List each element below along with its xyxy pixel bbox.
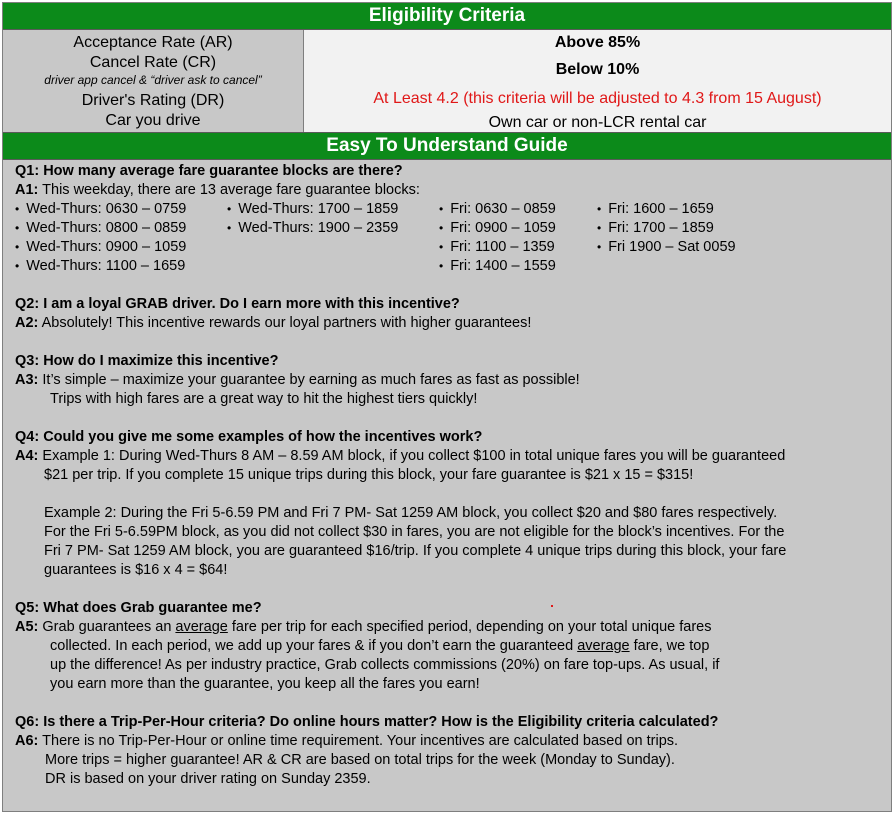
answer-6 — [15, 732, 891, 751]
answer-3-text: It’s simple – maximize your guarantee by earning as much fares as fast as possible! — [38, 372, 580, 388]
label-acceptance-rate: Acceptance Rate (AR) — [73, 34, 233, 51]
answer-4-text: Example 1: During Wed-Thurs 8 AM – 8.59 AM block, if you collect $100 in total unique fares you will be guaranteed — [38, 448, 786, 464]
answer-4-prefix: A4: — [15, 448, 39, 464]
question-5: Q5: What does Grab guarantee me? — [15, 600, 262, 616]
answer-3-prefix: A3: — [15, 372, 39, 388]
answer-5-text-a: Grab guarantees an — [38, 619, 176, 635]
block-column-1 — [15, 200, 227, 276]
label-car: Car you drive — [105, 112, 201, 129]
label-drivers-rating: Driver's Rating (DR) — [81, 92, 225, 109]
block-column-4 — [597, 200, 736, 276]
answer-5-line-2 — [15, 637, 891, 656]
eligibility-table — [3, 30, 891, 133]
answer-6-line-2: More trips = higher guarantee! AR & CR are based on total trips for the week (Monday to Sunday). — [45, 752, 675, 768]
block-item: • Fri 1900 – Sat 0059 — [597, 238, 736, 257]
block-item: • Fri: 1400 – 1559 — [439, 257, 597, 276]
block-item: • Wed-Thurs: 1900 – 2359 — [227, 219, 439, 238]
block-item: • Fri: 1600 – 1659 — [597, 200, 736, 219]
block-item: • Fri: 1100 – 1359 — [439, 238, 597, 257]
answer-6-text: There is no Trip-Per-Hour or online time requirement. Your incentives are calculated based on trips. — [38, 733, 679, 749]
answer-5 — [15, 618, 891, 637]
answer-5-line-2-b: fare, we top — [629, 638, 710, 654]
answer-6-prefix: A6: — [15, 733, 39, 749]
value-acceptance-rate: Above 85% — [554, 34, 641, 51]
block-item: • Wed-Thurs: 1700 – 1859 — [227, 200, 439, 219]
block-item: • Wed-Thurs: 1100 – 1659 — [15, 257, 227, 276]
answer-5-text-b: fare per trip for each specified period, depending on your total unique fares — [227, 619, 712, 635]
answer-5-line-4: you earn more than the guarantee, you keep all the fares you earn! — [50, 676, 480, 692]
answer-4-line-6: guarantees is $16 x 4 = $64! — [44, 562, 228, 578]
value-car: Own car or non-LCR rental car — [488, 114, 707, 131]
answer-6-line-3: DR is based on your driver rating on Sunday 2359. — [45, 771, 371, 787]
answer-5-line-3: up the difference! As per industry practice, Grab collects commissions (20%) on fare top-ups. As usual, if — [50, 657, 720, 673]
red-dot-mark — [551, 605, 553, 607]
answer-3 — [15, 371, 891, 390]
question-1: Q1: How many average fare guarantee blocks are there? — [15, 163, 403, 179]
answer-1 — [15, 181, 891, 200]
answer-4-line-3: Example 2: During the Fri 5-6.59 PM and Fri 7 PM- Sat 1259 AM block, you collect $20 and $80 fares respectively. — [44, 505, 778, 521]
answer-5-prefix: A5: — [15, 619, 39, 635]
answer-4-line-2: $21 per trip. If you complete 15 unique trips during this block, your fare guarantee is $21 x 15 = $315! — [44, 467, 694, 483]
block-item: • Fri: 1700 – 1859 — [597, 219, 736, 238]
answer-2-prefix: A2: — [15, 315, 39, 331]
eligibility-banner: Eligibility Criteria — [3, 3, 891, 30]
question-2: Q2: I am a loyal GRAB driver. Do I earn more with this incentive? — [15, 296, 460, 312]
value-cancel-rate: Below 10% — [555, 61, 640, 78]
answer-1-text: This weekday, there are 13 average fare guarantee blocks: — [38, 182, 420, 198]
criteria-labels — [3, 30, 304, 132]
block-item: • Wed-Thurs: 0800 – 0859 — [15, 219, 227, 238]
block-column-3 — [439, 200, 597, 276]
answer-5-underline: average — [175, 619, 228, 635]
question-3: Q3: How do I maximize this incentive? — [15, 353, 279, 369]
block-item: • Wed-Thurs: 0900 – 1059 — [15, 238, 227, 257]
answer-3-line-2: Trips with high fares are a great way to hit the highest tiers quickly! — [50, 391, 478, 407]
label-cancel-rate: Cancel Rate (CR) — [89, 54, 217, 71]
answer-2-text: Absolutely! This incentive rewards our loyal partners with higher guarantees! — [38, 315, 532, 331]
answer-5-line-2-underline: average — [577, 638, 630, 654]
label-cancel-rate-note: driver app cancel & “driver ask to cancel” — [44, 73, 262, 87]
guide-banner: Easy To Understand Guide — [3, 133, 891, 160]
answer-1-prefix: A1: — [15, 182, 39, 198]
block-column-2 — [227, 200, 439, 276]
block-list — [15, 200, 891, 276]
block-item: • Fri: 0900 – 1059 — [439, 219, 597, 238]
guide-sheet — [2, 2, 892, 812]
faq-section — [3, 160, 891, 789]
answer-4-line-5: Fri 7 PM- Sat 1259 AM block, you are guaranteed $16/trip. If you complete 4 unique trips during this block, your fare — [44, 543, 787, 559]
block-item: • Wed-Thurs: 0630 – 0759 — [15, 200, 227, 219]
block-item: • Fri: 0630 – 0859 — [439, 200, 597, 219]
answer-4-line-4: For the Fri 5-6.59PM block, as you did not collect $30 in fares, you are not eligible for the block’s incentives. For the — [44, 524, 785, 540]
value-drivers-rating: At Least 4.2 (this criteria will be adjusted to 4.3 from 15 August) — [373, 90, 822, 107]
criteria-values — [304, 30, 891, 132]
question-4: Q4: Could you give me some examples of how the incentives work? — [15, 429, 483, 445]
answer-2 — [15, 314, 891, 333]
question-6: Q6: Is there a Trip-Per-Hour criteria? Do online hours matter? How is the Eligibility criteria calculated? — [15, 714, 719, 730]
answer-5-line-2-a: collected. In each period, we add up your fares & if you don’t earn the guaranteed — [50, 638, 578, 654]
answer-4 — [15, 447, 891, 466]
